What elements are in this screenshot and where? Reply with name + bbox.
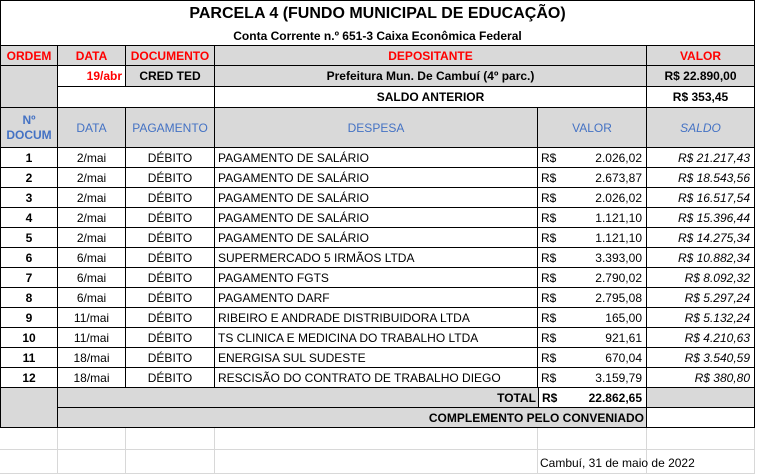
expense-currency: R$ <box>541 230 557 245</box>
total-value-cell <box>538 388 647 408</box>
expense-payment: DÉBITO <box>126 248 215 268</box>
expense-saldo: R$ 21.217,43 <box>647 148 755 168</box>
expense-amount: 670,04 <box>605 350 642 365</box>
header-n-line1: Nº <box>22 112 36 127</box>
expense-payment: DÉBITO <box>126 208 215 228</box>
header-n-line2: DOCUM <box>6 127 52 142</box>
header-depositante: DEPOSITANTE <box>215 45 647 66</box>
header-data: DATA <box>58 45 126 66</box>
account-subtitle: Conta Corrente n.º 651-3 Caixa Econômica Federal <box>0 27 755 45</box>
saldo-anterior-blank <box>58 87 215 108</box>
expense-description: SUPERMERCADO 5 IRMÃOS LTDA <box>215 248 538 268</box>
expense-number: 4 <box>0 208 58 228</box>
expense-value <box>538 248 647 268</box>
deposit-date: 19/abr <box>58 66 126 87</box>
expense-description: RESCISÃO DO CONTRATO DE TRABALHO DIEGO <box>215 368 538 388</box>
total-left-blank <box>0 388 58 428</box>
expense-value <box>538 208 647 228</box>
expense-payment: DÉBITO <box>126 168 215 188</box>
expense-number: 3 <box>0 188 58 208</box>
expense-payment: DÉBITO <box>126 188 215 208</box>
expense-number: 2 <box>0 168 58 188</box>
header-despesa: DESPESA <box>215 108 538 148</box>
empty-cell <box>0 450 58 474</box>
expense-currency: R$ <box>541 310 557 325</box>
expense-date: 11/mai <box>58 328 126 348</box>
expense-value <box>538 188 647 208</box>
expense-saldo: R$ 380,80 <box>647 368 755 388</box>
expense-date: 2/mai <box>58 148 126 168</box>
empty-cell <box>126 428 215 450</box>
expense-description: PAGAMENTO FGTS <box>215 268 538 288</box>
total-label: TOTAL <box>58 388 538 408</box>
empty-cell <box>58 450 126 474</box>
expense-saldo: R$ 4.210,63 <box>647 328 755 348</box>
expense-amount: 2.795,08 <box>595 290 642 305</box>
expense-description: RIBEIRO E ANDRADE DISTRIBUIDORA LTDA <box>215 308 538 328</box>
expense-currency: R$ <box>541 350 557 365</box>
expense-currency: R$ <box>541 210 557 225</box>
expense-payment: DÉBITO <box>126 288 215 308</box>
expense-saldo: R$ 14.275,34 <box>647 228 755 248</box>
empty-cell <box>538 428 647 450</box>
expense-date: 2/mai <box>58 208 126 228</box>
complemento-label: COMPLEMENTO PELO CONVENIADO <box>58 408 647 428</box>
expense-saldo: R$ 5.132,24 <box>647 308 755 328</box>
expense-saldo: R$ 8.092,32 <box>647 268 755 288</box>
expense-description: TS CLINICA E MEDICINA DO TRABALHO LTDA <box>215 328 538 348</box>
expense-number: 5 <box>0 228 58 248</box>
complemento-value <box>647 408 755 428</box>
expense-date: 2/mai <box>58 188 126 208</box>
expense-payment: DÉBITO <box>126 228 215 248</box>
expense-amount: 3.393,00 <box>595 250 642 265</box>
expense-amount: 2.026,02 <box>595 190 642 205</box>
header-saldo: SALDO <box>647 108 755 148</box>
expense-currency: R$ <box>541 290 557 305</box>
expense-date: 2/mai <box>58 228 126 248</box>
footer-date: Cambuí, 31 de maio de 2022 <box>540 456 695 470</box>
empty-cell <box>126 450 215 474</box>
expense-value <box>538 268 647 288</box>
expense-amount: 2.790,02 <box>595 270 642 285</box>
deposit-document: CRED TED <box>126 66 215 87</box>
expense-date: 18/mai <box>58 368 126 388</box>
expense-saldo: R$ 5.297,24 <box>647 288 755 308</box>
expense-date: 6/mai <box>58 288 126 308</box>
deposit-ordem-cell <box>0 66 58 108</box>
expense-amount: 1.121,10 <box>595 230 642 245</box>
expense-saldo: R$ 15.396,44 <box>647 208 755 228</box>
expense-amount: 921,61 <box>605 330 642 345</box>
expense-value <box>538 348 647 368</box>
expense-payment: DÉBITO <box>126 268 215 288</box>
expense-date: 11/mai <box>58 308 126 328</box>
deposit-value: R$ 22.890,00 <box>647 66 755 87</box>
expense-description: PAGAMENTO DE SALÁRIO <box>215 168 538 188</box>
expense-date: 6/mai <box>58 268 126 288</box>
expense-number: 1 <box>0 148 58 168</box>
header-pagamento: PAGAMENTO <box>126 108 215 148</box>
header-ordem: ORDEM <box>0 45 58 66</box>
expense-currency: R$ <box>541 150 557 165</box>
expense-number: 10 <box>0 328 58 348</box>
expense-description: PAGAMENTO DE SALÁRIO <box>215 148 538 168</box>
empty-cell <box>647 428 755 450</box>
expense-currency: R$ <box>541 250 557 265</box>
expense-value <box>538 148 647 168</box>
expense-saldo: R$ 16.517,54 <box>647 188 755 208</box>
total-saldo-blank <box>647 388 755 408</box>
expense-description: ENERGISA SUL SUDESTE <box>215 348 538 368</box>
expense-number: 9 <box>0 308 58 328</box>
saldo-anterior-value: R$ 353,45 <box>647 87 755 108</box>
expense-description: PAGAMENTO DARF <box>215 288 538 308</box>
expense-date: 6/mai <box>58 248 126 268</box>
empty-cell <box>0 428 58 450</box>
header-exp-valor: VALOR <box>538 108 647 148</box>
expense-amount: 2.026,02 <box>595 150 642 165</box>
expense-payment: DÉBITO <box>126 308 215 328</box>
expense-currency: R$ <box>541 170 557 185</box>
expense-number: 7 <box>0 268 58 288</box>
expense-payment: DÉBITO <box>126 148 215 168</box>
deposit-depositor: Prefeitura Mun. De Cambuí (4º parc.) <box>215 66 647 87</box>
page-title: PARCELA 4 (FUNDO MUNICIPAL DE EDUCAÇÃO) <box>0 0 755 27</box>
header-n-docum <box>0 108 58 148</box>
expense-amount: 3.159,79 <box>595 370 642 385</box>
expense-value <box>538 368 647 388</box>
expense-saldo: R$ 3.540,59 <box>647 348 755 368</box>
expense-amount: 1.121,10 <box>595 210 642 225</box>
expense-payment: DÉBITO <box>126 368 215 388</box>
expense-currency: R$ <box>541 270 557 285</box>
total-value: 22.862,65 <box>588 390 642 405</box>
expense-number: 6 <box>0 248 58 268</box>
expense-payment: DÉBITO <box>126 348 215 368</box>
empty-cell <box>58 428 126 450</box>
total-currency: R$ <box>542 390 558 405</box>
expense-payment: DÉBITO <box>126 328 215 348</box>
expense-value <box>538 228 647 248</box>
header-documento: DOCUMENTO <box>126 45 215 66</box>
expense-value <box>538 168 647 188</box>
expense-description: PAGAMENTO DE SALÁRIO <box>215 188 538 208</box>
expense-date: 2/mai <box>58 168 126 188</box>
header-valor: VALOR <box>647 45 755 66</box>
expense-currency: R$ <box>541 370 557 385</box>
expense-number: 8 <box>0 288 58 308</box>
expense-saldo: R$ 10.882,34 <box>647 248 755 268</box>
expense-description: PAGAMENTO DE SALÁRIO <box>215 228 538 248</box>
expense-amount: 2.673,87 <box>595 170 642 185</box>
expense-value <box>538 308 647 328</box>
expense-number: 12 <box>0 368 58 388</box>
expense-description: PAGAMENTO DE SALÁRIO <box>215 208 538 228</box>
expense-currency: R$ <box>541 190 557 205</box>
expense-amount: 165,00 <box>605 310 642 325</box>
expense-date: 18/mai <box>58 348 126 368</box>
expense-value <box>538 328 647 348</box>
saldo-anterior-label: SALDO ANTERIOR <box>215 87 647 108</box>
empty-cell <box>215 428 538 450</box>
expense-saldo: R$ 18.543,56 <box>647 168 755 188</box>
empty-cell <box>215 450 538 474</box>
expense-value <box>538 288 647 308</box>
header-exp-data: DATA <box>58 108 126 148</box>
expense-currency: R$ <box>541 330 557 345</box>
expense-number: 11 <box>0 348 58 368</box>
